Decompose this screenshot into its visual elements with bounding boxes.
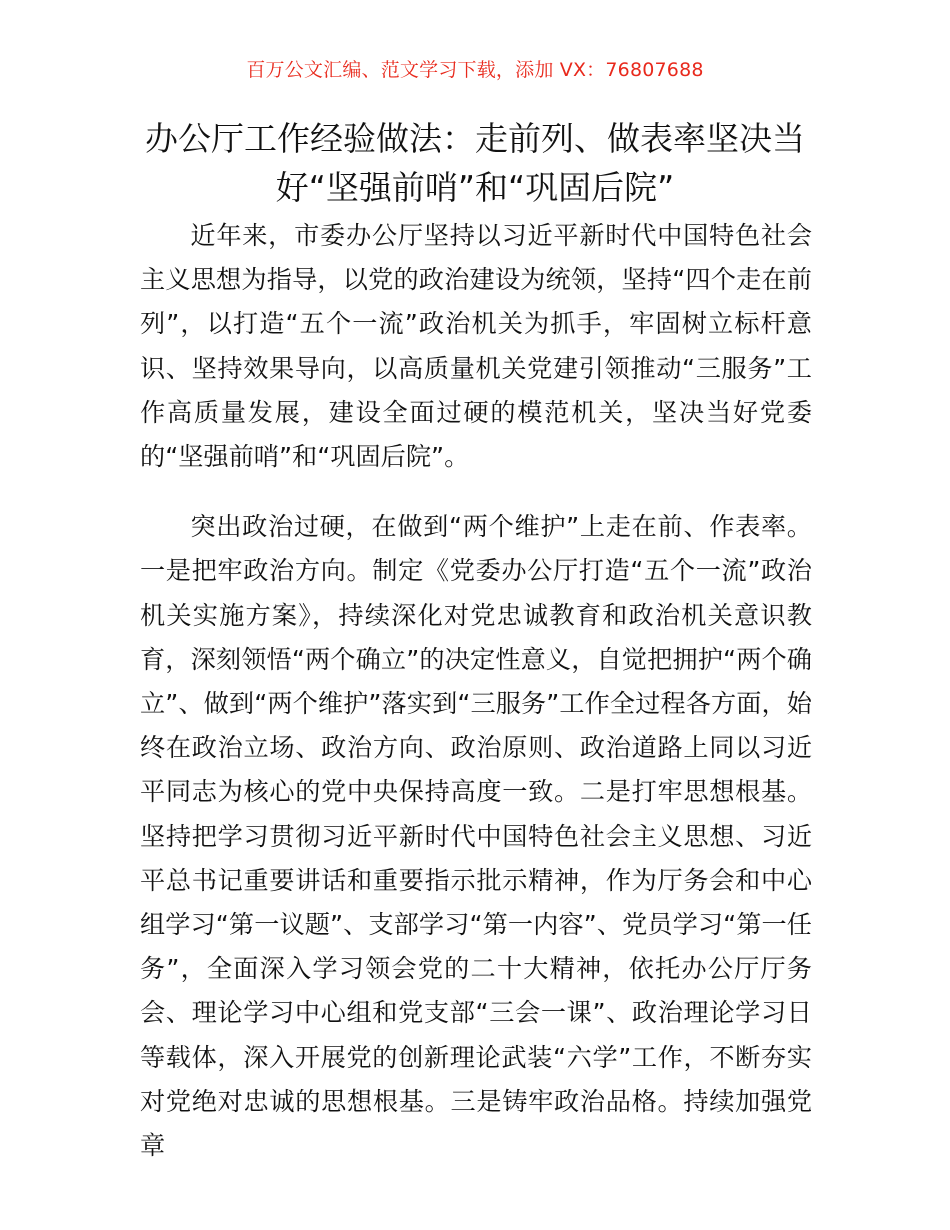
document-title <box>120 114 830 212</box>
document-body <box>140 214 812 1168</box>
document-title-line-1: 办公厅工作经验做法：走前列、做表率坚决当 <box>145 119 805 158</box>
paragraph-intro: 近年来，市委办公厅坚持以习近平新时代中国特色社会主义思想为指导，以党的政治建设为统领，坚持“四个走在前列”，以打造“五个一流”政治机关为抓手，牢固树立标杆意识、坚持效果导向，以高质量机关党建引领推动“三服务”工作高质量发展，建设全面过硬的模范机关，坚决当好党委的“坚强前哨”和“巩固后院”。 <box>140 221 812 472</box>
header-watermark-note: 百万公文汇编、范文学习下载，添加 VX：76807688 <box>246 59 704 81</box>
document-title-line-2: 好“坚强前哨”和“巩固后院” <box>275 168 675 207</box>
paragraph-political-integrity: 突出政治过硬，在做到“两个维护”上走在前、作表率。一是把牢政治方向。制定《党委办公厅打造“五个一流”政治机关实施方案》，持续深化对党忠诚教育和政治机关意识教育，深刻领悟“两个确立”的决定性意义，自觉把拥护“两个确立”、做到“两个维护”落实到“三服务”工作全过程各方面，始终在政治立场、政治方向、政治原则、政治道路上同以习近平同志为核心的党中央保持高度一致。二是打牢思想根基。坚持把学习贯彻习近平新时代中国特色社会主义思想、习近平总书记重要讲话和重要指示批示精神，作为厅务会和中心组学习“第一议题”、支部学习“第一内容”、党员学习“第一任务”，全面深入学习领会党的二十大精神，依托办公厅厅务会、理论学习中心组和党支部“三会一课”、政治理论学习日等载体，深入开展党的创新理论武装“六学”工作，不断夯实对党绝对忠诚的思想根基。三是铸牢政治品格。持续加强党章 <box>140 512 812 1161</box>
